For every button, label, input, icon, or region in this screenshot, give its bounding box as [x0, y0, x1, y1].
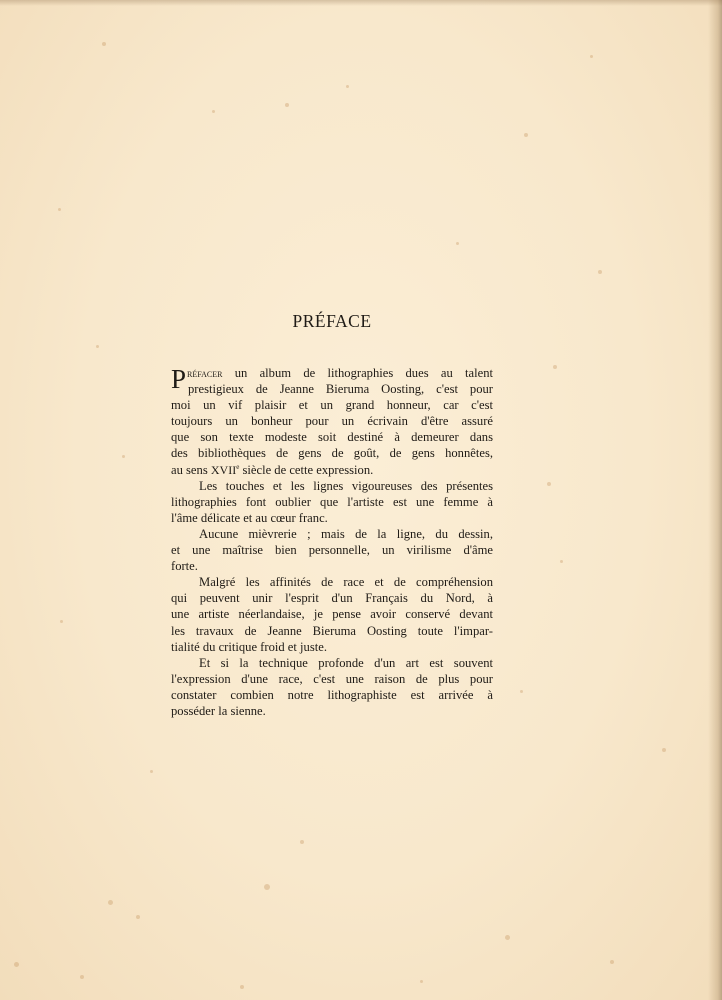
- foxing-spot: [136, 915, 140, 919]
- foxing-spot: [14, 962, 19, 967]
- foxing-spot: [610, 960, 614, 964]
- text-line: Les touches et les lignes vigoureuses des présentes: [199, 478, 493, 493]
- text-line: moi un vif plaisir et un grand honneur, car c'est: [171, 398, 493, 413]
- paragraph-3: [171, 526, 493, 574]
- foxing-spot: [60, 620, 63, 623]
- text-line: réfacer un album de lithographies dues au talent: [187, 366, 493, 380]
- text-line: forte.: [171, 559, 198, 574]
- foxing-spot: [285, 103, 289, 107]
- foxing-spot: [108, 900, 113, 905]
- foxing-spot: [420, 980, 423, 983]
- paragraph-2: [171, 478, 493, 526]
- foxing-spot: [212, 110, 215, 113]
- foxing-spot: [456, 242, 459, 245]
- text-line: toujours un bonheur pour un écrivain d'être assuré: [171, 414, 493, 429]
- text-line: des bibliothèques de gens de goût, de gens honnêtes,: [171, 446, 493, 461]
- text-line: Et si la technique profonde d'un art est souvent: [199, 655, 493, 670]
- foxing-spot: [240, 985, 244, 989]
- foxing-spot: [560, 560, 563, 563]
- text-line: constater combien notre lithographiste est arrivée à: [171, 687, 493, 702]
- text-line: que son texte modeste soit destiné à demeurer dans: [171, 430, 493, 445]
- text-line: Aucune mièvrerie ; mais de la ligne, du dessin,: [199, 526, 493, 541]
- foxing-spot: [102, 42, 106, 46]
- preface-text: [171, 365, 493, 719]
- foxing-spot: [553, 365, 557, 369]
- paragraph-4: [171, 574, 493, 654]
- text-line: l'expression d'une race, c'est une raison de plus pour: [171, 671, 493, 686]
- paper-top-edge: [0, 0, 722, 6]
- foxing-spot: [590, 55, 593, 58]
- century-superscript: e: [236, 462, 240, 471]
- century-numeral: XVII: [210, 462, 237, 477]
- foxing-spot: [96, 345, 99, 348]
- drop-cap: P: [171, 364, 187, 394]
- foxing-spot: [547, 482, 551, 486]
- text-line: tialité du critique froid et juste.: [171, 639, 327, 654]
- foxing-spot: [505, 935, 510, 940]
- text-line: une artiste néerlandaise, je pense avoir conservé devant: [171, 607, 493, 622]
- paragraph-5: [171, 655, 493, 719]
- text-line: et une maîtrise bien personnelle, un virilisme d'âme: [171, 543, 493, 558]
- foxing-spot: [80, 975, 84, 979]
- text-line: lithographies font oublier que l'artiste est une femme à: [171, 494, 493, 509]
- text-line: les travaux de Jeanne Bieruma Oosting toute l'impar-: [171, 623, 493, 638]
- foxing-spot: [520, 690, 523, 693]
- first-word: réfacer: [187, 366, 223, 380]
- text-line: l'âme délicate et au cœur franc.: [171, 510, 328, 525]
- text-line: au sens XVIIe siècle de cette expression.: [171, 462, 374, 477]
- foxing-spot: [300, 840, 304, 844]
- paragraph-1: [171, 365, 493, 478]
- foxing-spot: [598, 270, 602, 274]
- page-title: PRÉFACE: [292, 311, 372, 331]
- text-line: Malgré les affinités de race et de compréhension: [199, 575, 493, 590]
- foxing-spot: [346, 85, 349, 88]
- foxing-spot: [524, 133, 528, 137]
- text-line: posséder la sienne.: [171, 703, 266, 718]
- text-line: qui peuvent unir l'esprit d'un Français du Nord, à: [171, 591, 493, 606]
- foxing-spot: [122, 455, 125, 458]
- foxing-spot: [264, 884, 270, 890]
- foxing-spot: [58, 208, 61, 211]
- paper-right-edge: [708, 0, 722, 1000]
- foxing-spot: [662, 748, 666, 752]
- foxing-spot: [150, 770, 153, 773]
- text-line: prestigieux de Jeanne Bieruma Oosting, c'est pour: [188, 382, 493, 397]
